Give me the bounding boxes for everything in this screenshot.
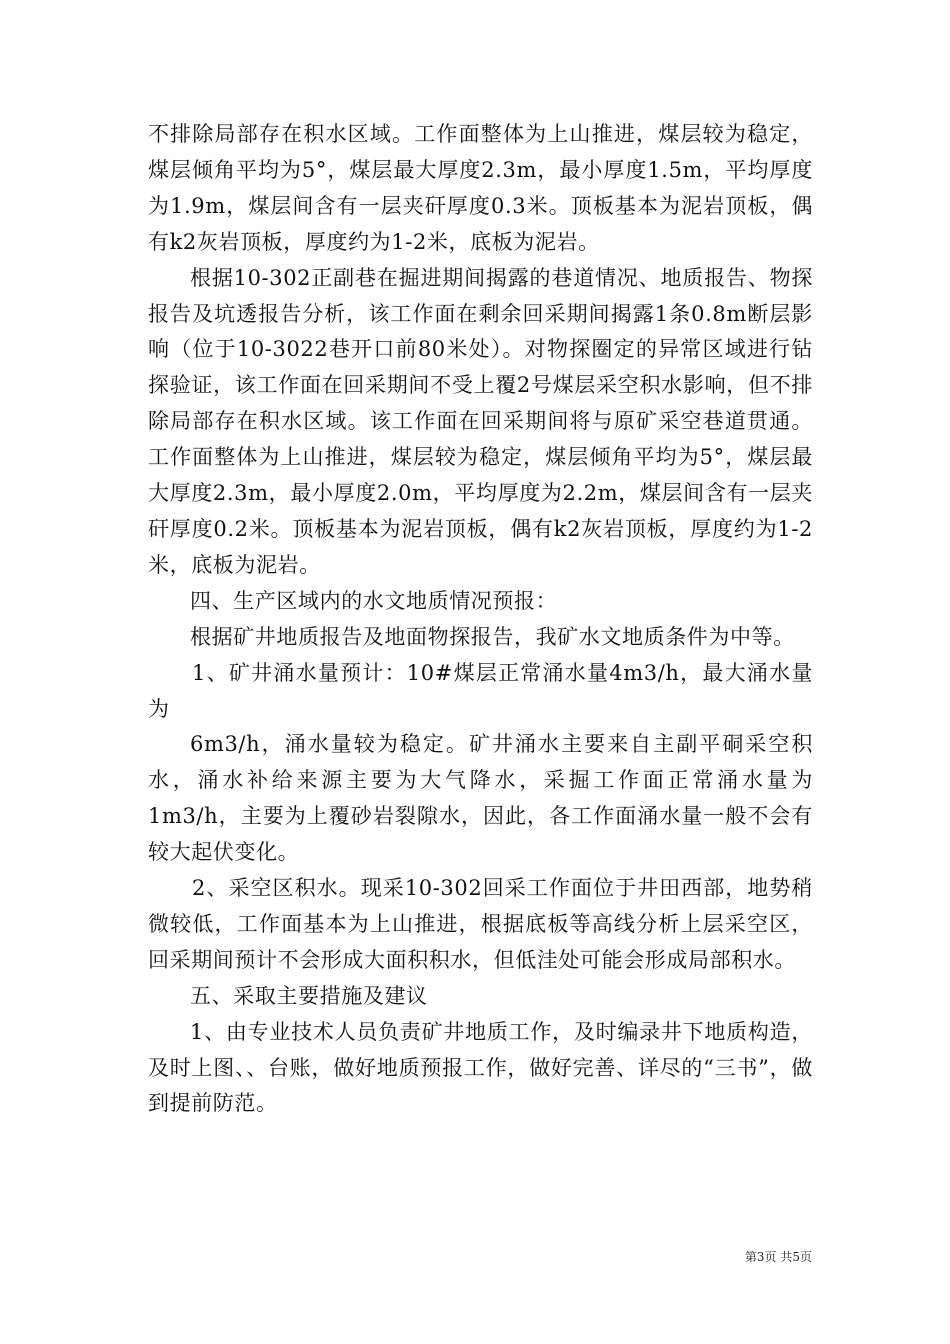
section-heading-hydrogeology: 四、生产区域内的水文地质情况预报： (190, 588, 558, 613)
paragraph-goaf-water: 2、采空区积水。现采10-302回采工作面位于井田西部，地势稍微较低，工作面基本为上山推进，根据底板等高线分析上层采空区，回采期间预计不会形成大面积积水，但低洼处可能会形成局部积水。 (148, 876, 813, 972)
paragraph-hydro-condition: 根据矿井地质报告及地面物探报告，我矿水文地质条件为中等。 (190, 624, 795, 649)
page-number-footer: 第3页 共5页 (744, 1250, 812, 1264)
section-heading-measures: 五、采取主要措施及建议 (190, 983, 428, 1008)
paragraph-continuation: 不排除局部存在积水区域。工作面整体为上山推进，煤层较为稳定，煤层倾角平均为5°，煤层最大厚度2.3m，最小厚度1.5m，平均厚度为1.9m，煤层间含有一层夹矸厚度0.3米。顶板基本为泥岩顶板，偶有k2灰岩顶板，厚度约为1-2米，底板为泥岩。 (148, 122, 813, 254)
paragraph-measure-1: 1、由专业技术人员负责矿井地质工作，及时编录井下地质构造，及时上图、、台账，做好地质预报工作，做好完善、详尽的“三书”，做到提前防范。 (148, 1019, 813, 1116)
document-body (148, 117, 813, 1122)
paragraph-water-inflow: 1、矿井涌水量预计：10#煤层正常涌水量4m3/h，最大涌水量为 (148, 660, 813, 721)
paragraph-fault-analysis: 根据10-302正副巷在掘进期间揭露的巷道情况、地质报告、物探报告及坑透报告分析，该工作面在剩余回采期间揭露1条0.8m断层影响（位于10-3022巷开口前80米处）。对物探圈定的异常区域进行钻探验证，该工作面在回采期间不受上覆2号煤层采空积水影响，但不排除局部存在积水区域。该工作面在回采期间将与原矿采空巷道贯通。工作面整体为上山推进，煤层较为稳定，煤层倾角平均为5°，煤层最大厚度2.3m，最小厚度2.0m，平均厚度为2.2m，煤层间含有一层夹矸厚度0.2米。顶板基本为泥岩顶板，偶有k2灰岩顶板，厚度约为1-2米，底板为泥岩。 (148, 265, 813, 577)
paragraph-water-inflow-continued: 6m3/h，涌水量较为稳定。矿井涌水主要来自主副平硐采空积水，涌水补给来源主要为大气降水，采掘工作面正常涌水量为1m3/h，主要为上覆砂岩裂隙水，因此，各工作面涌水量一般不会有较大起伏变化。 (148, 732, 813, 865)
